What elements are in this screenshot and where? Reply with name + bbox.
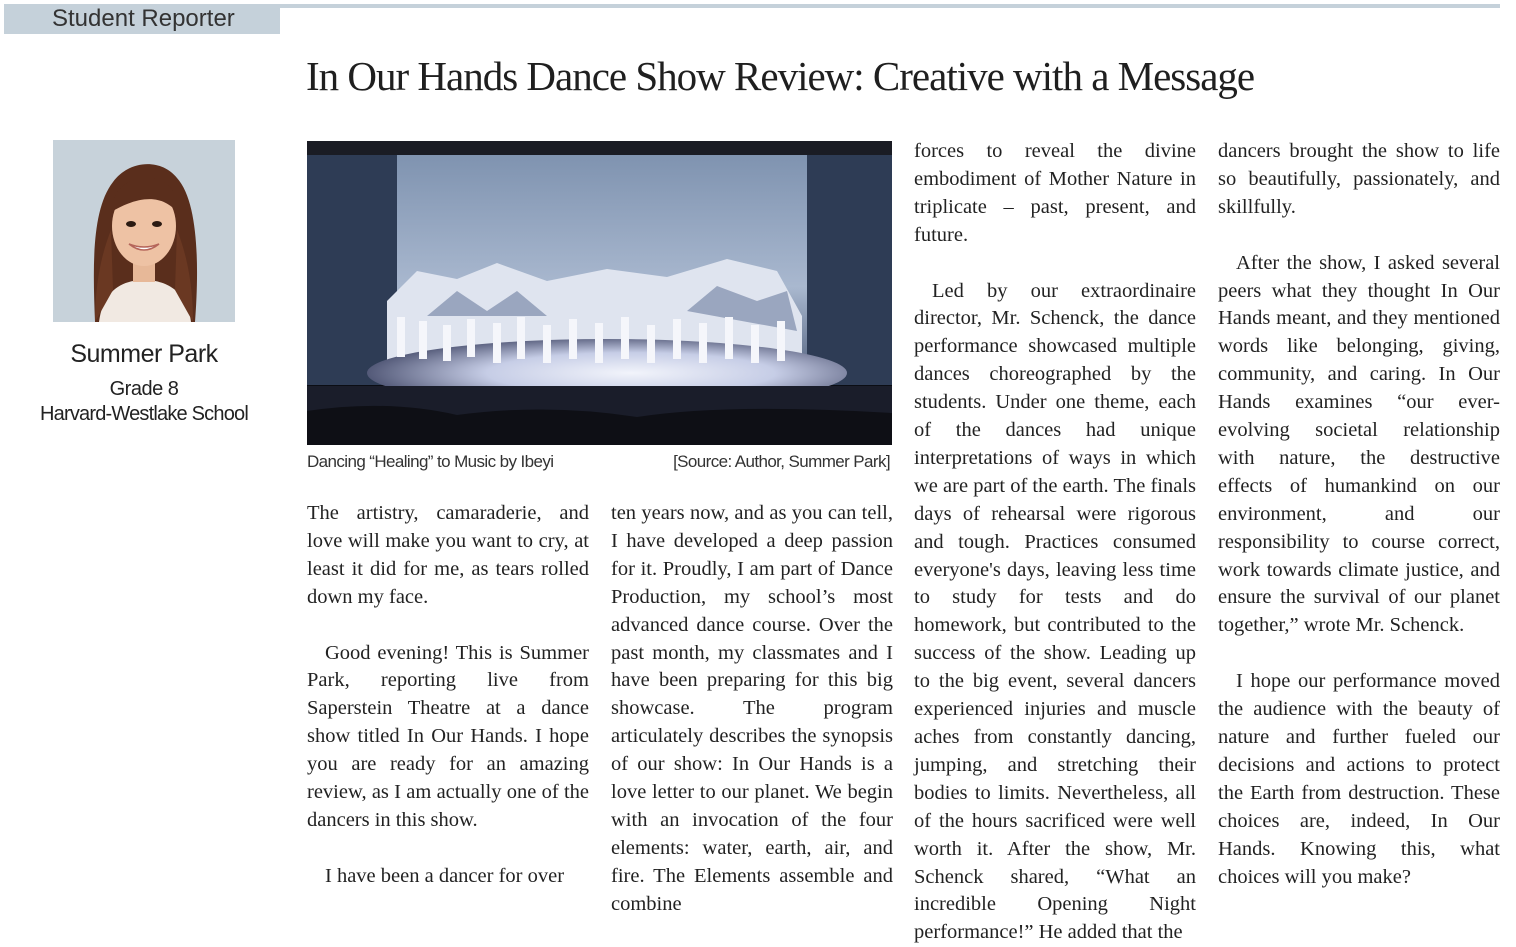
paragraph: dancers brought the show to life so beautifully, passionately, and skillfully. <box>1218 140 1500 218</box>
author-portrait-image <box>53 140 235 322</box>
paragraph: I hope our performance moved the audience with the beauty of nature and further fueled our decisions and actions to protect the Earth from destruction. These choices are, indeed, In Our Hands. Knowing this, what choices will you make? <box>1218 670 1500 888</box>
headline: In Our Hands Dance Show Review: Creative with a Message <box>306 53 1255 99</box>
author-grade: Grade 8 <box>109 378 179 400</box>
author-school: Harvard-Westlake School <box>40 403 248 425</box>
article-column-1 <box>307 500 589 895</box>
article-column-4 <box>1218 138 1500 895</box>
photo-caption: Dancing “Healing” to Music by Ibeyi <box>307 452 554 471</box>
paragraph: Good evening! This is Summer Park, reporting live from Saperstein Theatre at a dance show titled In Our Hands. I hope you are ready for an amazing review, as I am actually one of the dancers in this show. <box>307 641 589 831</box>
paragraph: After the show, I asked several peers what they thought In Our Hands meant, and they mentioned words like belonging, giving, community, and caring. In Our Hands examines “our ever-evolving societal relationship with nature, the destructive effects of humankind on our environment, and our responsibility to course correct, work towards climate justice, and ensure the survival of our planet together,” wrote Mr. Schenck. <box>1218 251 1500 637</box>
paragraph: ten years now, and as you can tell, I have developed a deep passion for it. Proudly, I am part of Dance Production, my school’s most advanced dance course. Over the past month, my classmates and I have been preparing for this big showcase. The program articulately describes the synopsis of our show: In Our Hands is a love letter to our planet. We begin with an invocation of the four elements: water, earth, air, and fire. The Elements assemble and combine <box>611 502 893 915</box>
author-name: Summer Park <box>70 340 218 368</box>
section-label: Student Reporter <box>4 4 280 34</box>
dance-stage-photo <box>307 141 892 445</box>
paragraph: I have been a dancer for over <box>325 864 565 887</box>
stage-image <box>307 141 892 445</box>
photo-source: [Source: Author, Summer Park] <box>673 452 890 471</box>
paragraph: Led by our extraordinaire director, Mr. Schenck, the dance performance showcased multiple dances choreographed by the students. Under one theme, each of the dances had unique interpretations of ways in which we are part of the earth. The finals days of rehearsal were rigorous and tough. Practices consumed everyone's days, leaving less time to study for tests and do homework, but contributed to the success of the show. Leading up to the big event, several dancers experienced injuries and muscle aches from constantly dancing, jumping, and stretching their bodies to limits. Nevertheless, all of the hours sacrificed were well worth it. After the show, Mr. Schenck shared, “What an incredible Opening Night performance!” He added that the <box>914 279 1196 944</box>
paragraph: The artistry, camaraderie, and love will make you want to cry, at least it did for me, as tears rolled down my face. <box>307 502 589 608</box>
article-column-3 <box>914 138 1196 944</box>
author-avatar <box>53 140 235 322</box>
paragraph: forces to reveal the divine embodiment of Mother Nature in triplicate – past, present, and future. <box>914 140 1196 246</box>
article-column-2 <box>611 500 893 915</box>
